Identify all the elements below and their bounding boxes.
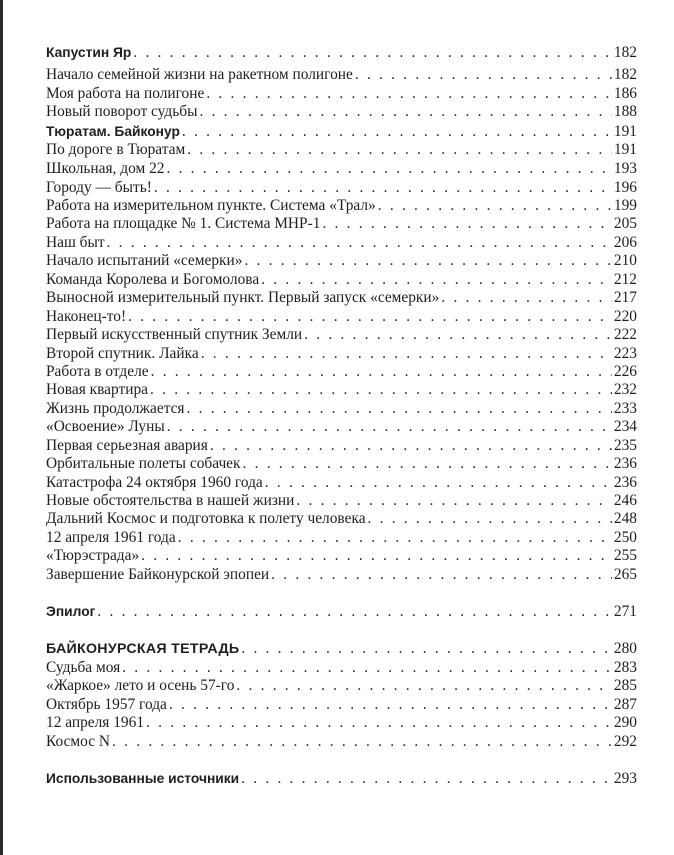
toc-entry-page-number: 293 (613, 770, 637, 787)
toc-entry-page-number: 236 (613, 474, 637, 491)
dot-leader (97, 601, 612, 623)
toc-entry-title: Космос N (46, 733, 111, 750)
toc-entry-title: Начало испытаний «семерки» (46, 252, 243, 269)
toc-entry-page-number: 210 (613, 252, 637, 269)
toc-entry-title: Школьная, дом 22 (46, 160, 165, 177)
dot-leader (133, 42, 612, 64)
toc-entry-page-number: 212 (613, 271, 637, 288)
toc-entry-page-number: 235 (613, 437, 637, 454)
toc-entry-title: Орбитальные полеты собачек (46, 455, 241, 472)
toc-entry-page-number: 205 (613, 215, 637, 232)
toc-entry-title: Первый искусственный спутник Земли (46, 326, 303, 343)
toc-entry-title: 12 апреля 1961 года (46, 529, 176, 546)
toc-entry-title: Моя работа на полигоне (46, 85, 205, 102)
toc-entry-page-number: 246 (613, 492, 637, 509)
toc-entry-page-number: 226 (613, 363, 637, 380)
toc-entry-title: Работа на площадке № 1. Система МНР-1 (46, 215, 321, 232)
toc-entry-title: БАЙКОНУРСКАЯ ТЕТРАДЬ (46, 641, 240, 657)
toc-entry-title: Новый поворот судьбы (46, 103, 198, 120)
toc-entry-title: Наш быт (46, 234, 105, 251)
toc-entry-page-number: 290 (613, 714, 637, 731)
toc-entry-page-number: 182 (613, 66, 637, 83)
toc-entry-page-number: 234 (613, 418, 637, 435)
toc-entry-title: Команда Королева и Богомолова (46, 271, 260, 288)
toc-entry-page-number: 233 (613, 400, 637, 417)
toc-entry-title: «Жаркое» лето и осень 57-го (46, 677, 235, 694)
toc-entry-page-number: 188 (613, 103, 637, 120)
page-edge-rule (0, 0, 3, 855)
toc-entry (46, 564, 637, 586)
toc-entry (46, 731, 637, 753)
toc-entry-title: Работа в отделе (46, 363, 149, 380)
toc-entry-title: «Тюрэстрада» (46, 547, 140, 564)
toc-entry-page-number: 193 (613, 160, 637, 177)
toc-entry-page-number: 223 (613, 345, 637, 362)
toc-entry-page-number: 222 (613, 326, 637, 343)
dot-leader (241, 768, 612, 790)
toc-entry-page-number: 271 (613, 603, 637, 620)
toc-entry-title: По дороге в Тюратам (46, 141, 186, 158)
toc-entry-page-number: 220 (613, 308, 637, 325)
toc-entry-title: Выносной измерительный пункт. Первый запуск «семерки» (46, 289, 440, 306)
toc-entry-page-number: 292 (613, 733, 637, 750)
toc-entry-title: Использованные источники (46, 771, 240, 786)
toc-entry-title: 12 апреля 1961 (46, 714, 145, 731)
toc-entry-title: Наконец-то! (46, 308, 127, 325)
toc-entry-title: Начало семейной жизни на ракетном полигоне (46, 66, 353, 83)
toc-entry-page-number: 250 (613, 529, 637, 546)
dot-leader (112, 731, 612, 753)
toc-entry-title: Жизнь продолжается (46, 400, 185, 417)
toc-entry-page-number: 285 (613, 677, 637, 694)
dot-leader (199, 101, 611, 123)
toc-entry (46, 42, 637, 64)
dot-leader (271, 564, 612, 586)
toc-entry (46, 601, 637, 623)
toc-entry-page-number: 236 (613, 455, 637, 472)
toc-entry-page-number: 255 (613, 547, 637, 564)
toc-entry-title: Катастрофа 24 октября 1960 года (46, 474, 263, 491)
toc-entry-title: Октябрь 1957 года (46, 696, 167, 713)
toc-entry-page-number: 206 (613, 234, 637, 251)
toc-entry-page-number: 232 (613, 381, 637, 398)
toc-entry-page-number: 287 (613, 696, 637, 713)
toc-entry-title: Новые обстоятельства в нашей жизни (46, 492, 295, 509)
toc-entry (46, 101, 637, 123)
toc-entry-title: Работа на измерительном пункте. Система «Трал» (46, 197, 376, 214)
toc-entry-title: Новая квартира (46, 381, 148, 398)
toc-entry-title: Дальний Космос и подготовка к полету человека (46, 510, 366, 527)
toc-entry-page-number: 280 (613, 640, 637, 657)
toc-entry-page-number: 248 (613, 510, 637, 527)
toc-entry-title: Завершение Байконурской эпопеи (46, 566, 270, 583)
toc-entry-page-number: 199 (613, 197, 637, 214)
toc-entry-title: Тюратам. Байконур (46, 124, 180, 139)
toc-entry-page-number: 217 (613, 289, 637, 306)
toc-entry-title: Городу — быть! (46, 179, 152, 196)
toc-entry-page-number: 265 (613, 566, 637, 583)
toc-entry-title: Судьба моя (46, 659, 121, 676)
toc-entry-page-number: 186 (613, 85, 637, 102)
toc-entry-title: Второй спутник. Лайка (46, 345, 199, 362)
toc-entry-page-number: 196 (613, 179, 637, 196)
toc-entry-title: Эпилог (46, 604, 96, 619)
toc-entry-title: «Освоение» Луны (46, 418, 165, 435)
toc-entry-page-number: 191 (613, 123, 637, 140)
toc-entry-page-number: 283 (613, 659, 637, 676)
toc-entry-page-number: 182 (613, 44, 637, 61)
toc-entry-title: Капустин Яр (46, 45, 132, 60)
toc-entry-title: Первая серьезная авария (46, 437, 208, 454)
toc-entry-page-number: 191 (613, 141, 637, 158)
toc-entry (46, 768, 637, 790)
